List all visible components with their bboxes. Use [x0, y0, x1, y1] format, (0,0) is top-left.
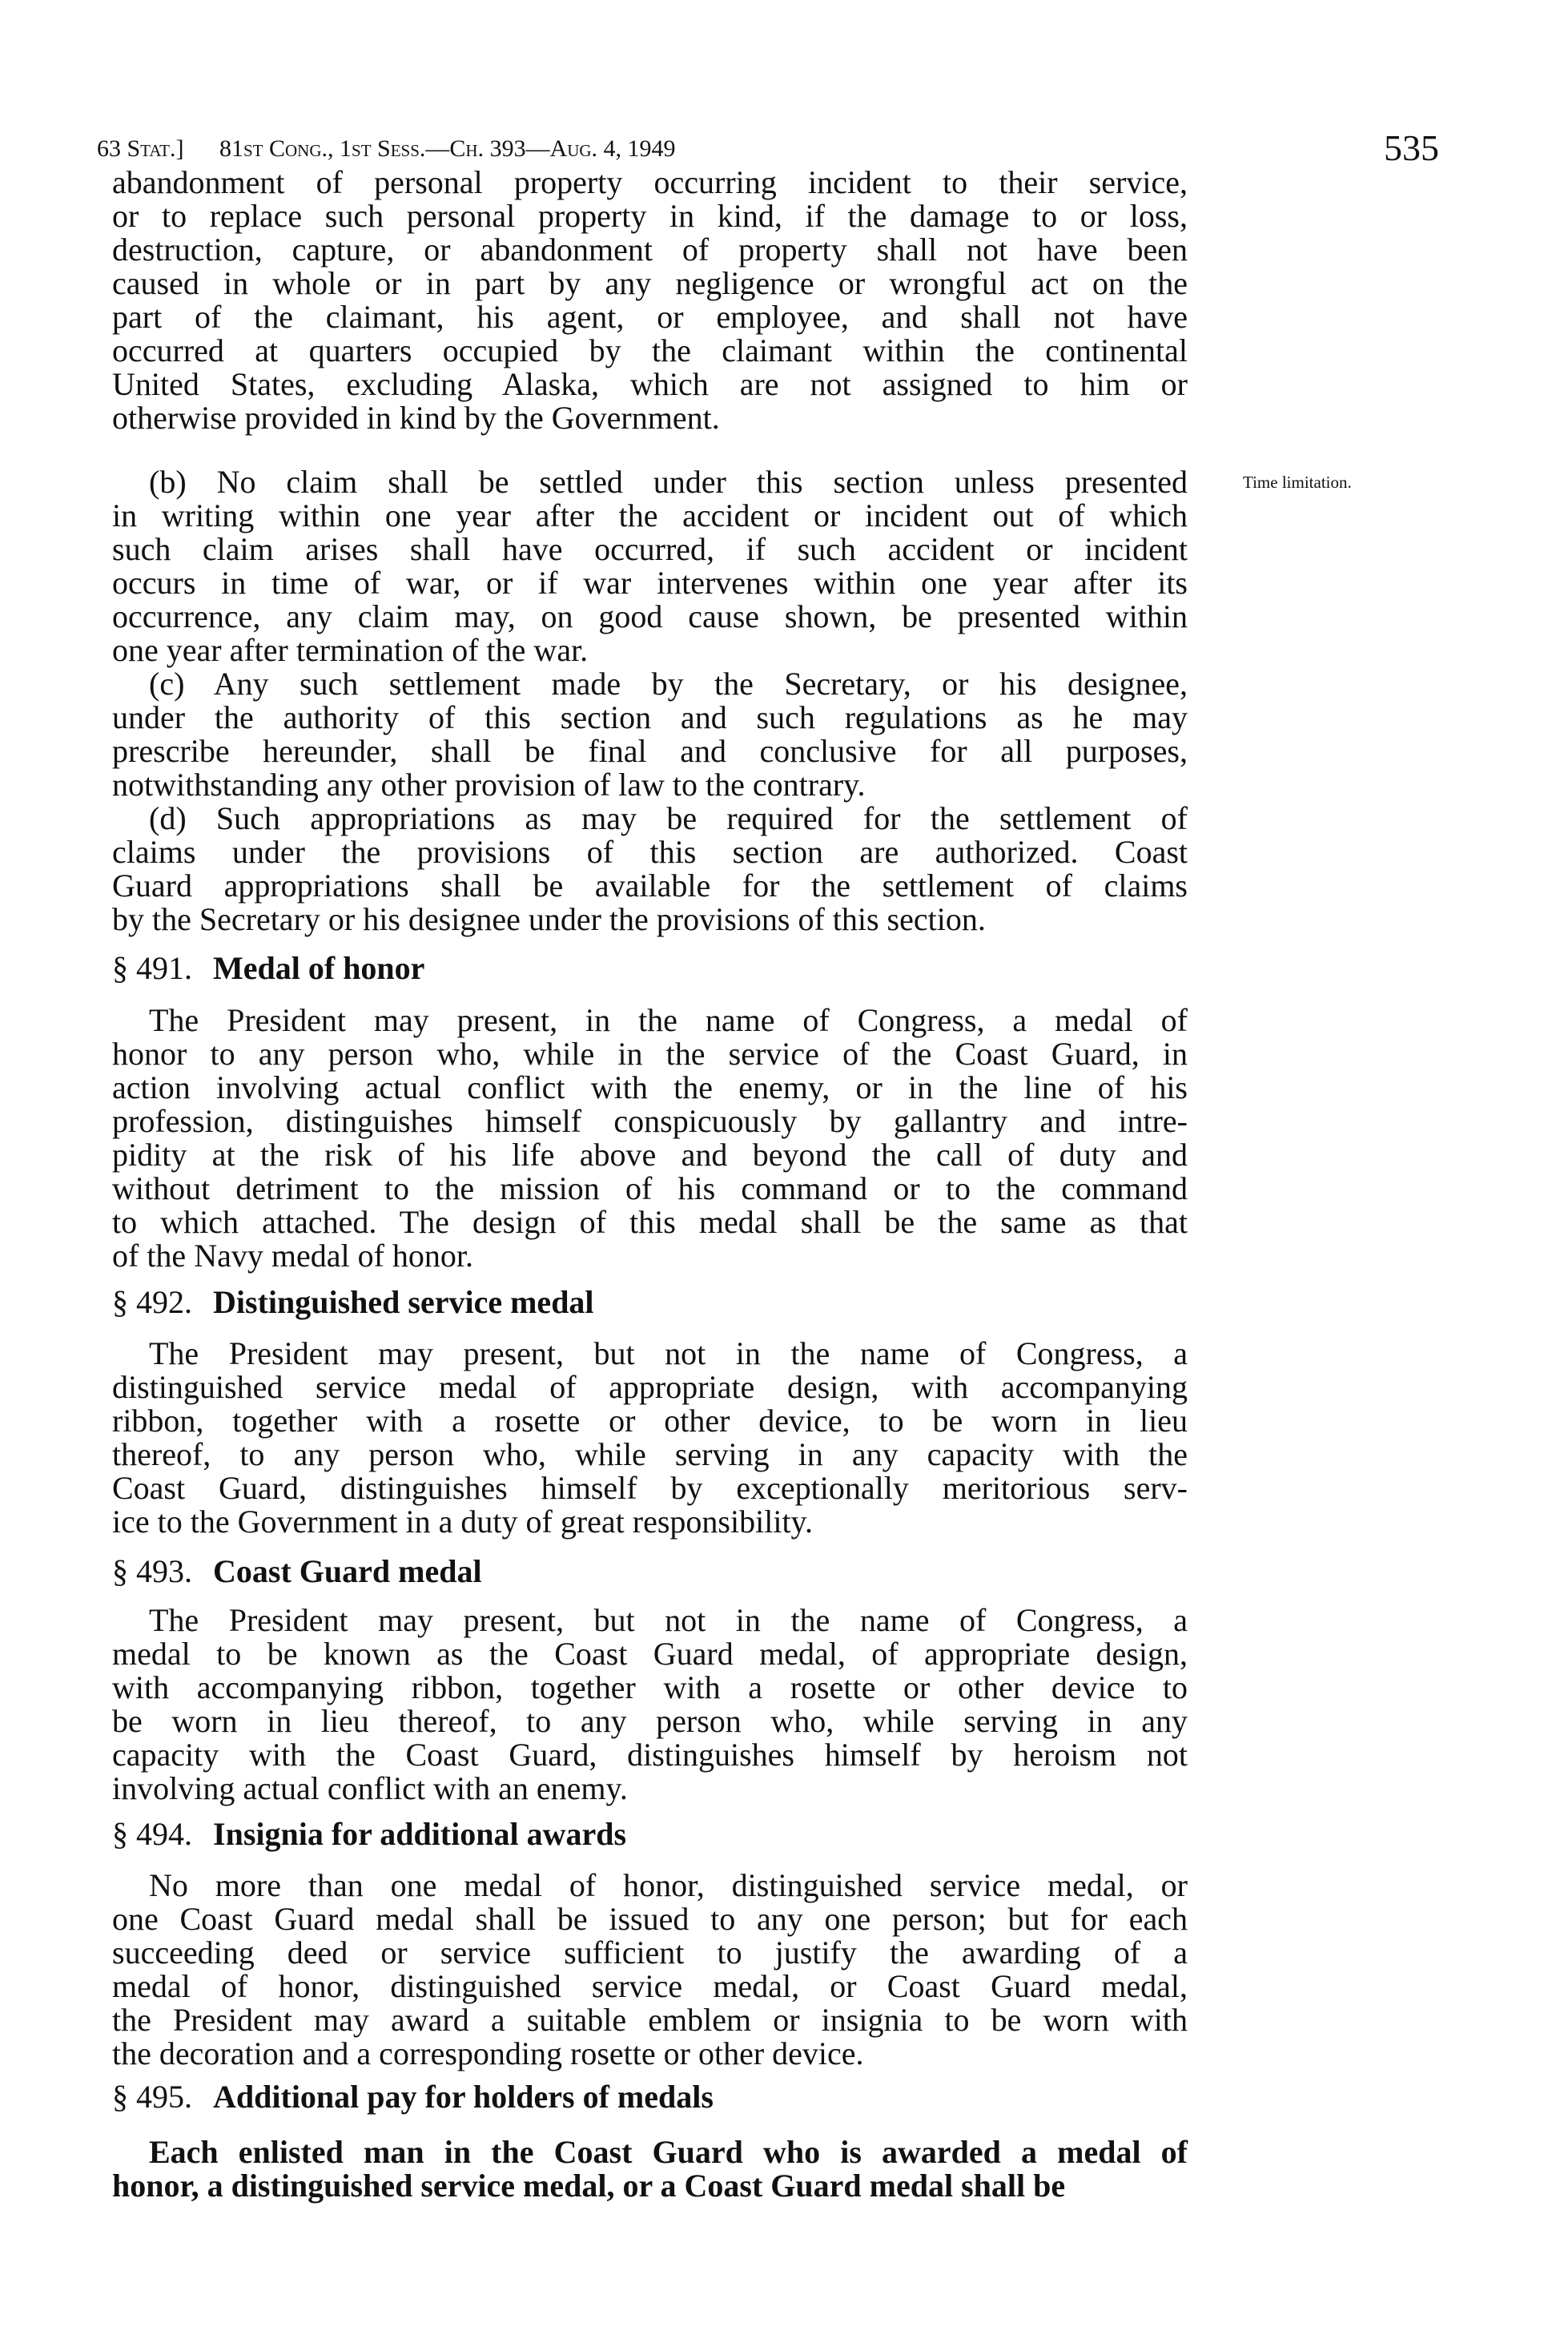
- text-line: succeeding deed or service sufficient to justify the awarding of a: [112, 1934, 1188, 1971]
- paragraph-c: [112, 667, 1188, 802]
- text-line: Each enlisted man in the Coast Guard who is awarded a medal of: [149, 2134, 1188, 2170]
- text-line: with accompanying ribbon, together with a rosette or other device to: [112, 1669, 1188, 1705]
- text-line: ribbon, together with a rosette or other device, to be worn in lieu: [112, 1403, 1188, 1439]
- text-line: by the Secretary or his designee under the provisions of this section.: [112, 901, 986, 937]
- text-line: The President may present, but not in the name of Congress, a: [149, 1335, 1188, 1371]
- text-line: (c) Any such settlement made by the Secretary, or his designee,: [149, 666, 1188, 702]
- text-line: otherwise provided in kind by the Government.: [112, 400, 720, 436]
- text-line: ice to the Government in a duty of great responsibility.: [112, 1504, 813, 1540]
- section-paragraph: [112, 1869, 1188, 2071]
- section-title: Additional pay for holders of medals: [213, 2079, 714, 2115]
- paragraph-b: [112, 465, 1188, 667]
- paragraph-d: [112, 802, 1188, 936]
- section-number: § 491.: [112, 950, 192, 986]
- text-line: (d) Such appropriations as may be required for the settlement of: [149, 800, 1188, 836]
- section-paragraph: [112, 1337, 1188, 1539]
- section-title: Medal of honor: [213, 950, 425, 986]
- margin-note: Time limitation.: [1243, 473, 1352, 492]
- text-line: to which attached. The design of this medal shall be the same as that: [112, 1204, 1188, 1240]
- text-line: the President may award a suitable emblem or insignia to be worn with: [112, 2002, 1188, 2038]
- section-heading: [112, 1818, 626, 1851]
- section-paragraph: [112, 2136, 1188, 2203]
- text-line: destruction, capture, or abandonment of property shall not have been: [112, 231, 1188, 268]
- text-line: of the Navy medal of honor.: [112, 1238, 473, 1274]
- section-title: Coast Guard medal: [213, 1553, 482, 1589]
- text-line: Coast Guard, distinguishes himself by exceptionally meritorious serv-: [112, 1470, 1188, 1506]
- text-line: occurrence, any claim may, on good cause shown, be presented within: [112, 598, 1188, 634]
- text-line: without detriment to the mission of his command or to the command: [112, 1170, 1188, 1206]
- section-number: § 492.: [112, 1284, 192, 1320]
- text-line: distinguished service medal of appropriate design, with accompanying: [112, 1369, 1188, 1405]
- page-number: 535: [1384, 127, 1439, 168]
- text-line: United States, excluding Alaska, which are not assigned to him or: [112, 366, 1188, 402]
- text-line: capacity with the Coast Guard, distinguishes himself by heroism not: [112, 1737, 1188, 1773]
- section-number: § 494.: [112, 1816, 192, 1852]
- text-line: such claim arises shall have occurred, if such accident or incident: [112, 531, 1188, 567]
- text-line: the decoration and a corresponding rosette or other device.: [112, 2035, 864, 2071]
- session-text: 81st Cong., 1st Sess.—Ch. 393—Aug. 4, 1949: [219, 135, 676, 162]
- text-line: one Coast Guard medal shall be issued to any one person; but for each: [112, 1901, 1188, 1937]
- section-heading: [112, 1555, 482, 1588]
- section-heading: [112, 1286, 594, 1319]
- text-line: caused in whole or in part by any negligence or wrongful act on the: [112, 265, 1188, 301]
- volume-text: 63 Stat.]: [97, 135, 184, 162]
- section-paragraph: [112, 1604, 1188, 1806]
- text-line: notwithstanding any other provision of law to the contrary.: [112, 767, 866, 803]
- session-reference: [219, 133, 676, 165]
- text-line: honor to any person who, while in the service of the Coast Guard, in: [112, 1036, 1188, 1072]
- text-line: claims under the provisions of this section are authorized. Coast: [112, 834, 1188, 870]
- text-line: The President may present, in the name of Congress, a medal of: [149, 1002, 1188, 1038]
- text-line: honor, a distinguished service medal, or a Coast Guard medal shall be: [112, 2168, 1066, 2204]
- text-line: thereof, to any person who, while serving in any capacity with the: [112, 1436, 1188, 1472]
- section-heading: [112, 952, 424, 985]
- section-number: § 493.: [112, 1553, 192, 1589]
- text-line: part of the claimant, his agent, or employee, and shall not have: [112, 299, 1188, 335]
- text-line: medal to be known as the Coast Guard medal, of appropriate design,: [112, 1636, 1188, 1672]
- text-line: prescribe hereunder, shall be final and conclusive for all purposes,: [112, 733, 1188, 769]
- section-paragraph: [112, 1004, 1188, 1273]
- text-line: action involving actual conflict with the enemy, or in the line of his: [112, 1069, 1188, 1105]
- text-line: abandonment of personal property occurring incident to their service,: [112, 164, 1188, 200]
- text-line: occurs in time of war, or if war intervenes within one year after its: [112, 565, 1188, 601]
- text-line: one year after termination of the war.: [112, 632, 589, 668]
- text-line: medal of honor, distinguished service medal, or Coast Guard medal,: [112, 1968, 1188, 2004]
- section-title: Insignia for additional awards: [213, 1816, 627, 1852]
- section-heading: [112, 2080, 714, 2114]
- volume-reference: [97, 133, 184, 165]
- text-line: profession, distinguishes himself conspicuously by gallantry and intre-: [112, 1103, 1188, 1139]
- text-line: under the authority of this section and such regulations as he may: [112, 699, 1188, 735]
- text-line: No more than one medal of honor, distinguished service medal, or: [149, 1867, 1188, 1903]
- text-line: in writing within one year after the accident or incident out of which: [112, 497, 1188, 533]
- paragraph-continued: [112, 166, 1188, 435]
- section-number: § 495.: [112, 2079, 192, 2115]
- text-line: involving actual conflict with an enemy.: [112, 1770, 628, 1806]
- section-title: Distinguished service medal: [213, 1284, 594, 1320]
- text-line: The President may present, but not in the name of Congress, a: [149, 1602, 1188, 1638]
- text-line: be worn in lieu thereof, to any person who, while serving in any: [112, 1703, 1188, 1739]
- text-line: or to replace such personal property in kind, if the damage to or loss,: [112, 198, 1188, 234]
- text-line: (b) No claim shall be settled under this section unless presented: [149, 464, 1188, 500]
- text-line: Guard appropriations shall be available for the settlement of claims: [112, 868, 1188, 904]
- text-line: pidity at the risk of his life above and beyond the call of duty and: [112, 1137, 1188, 1173]
- text-line: occurred at quarters occupied by the claimant within the continental: [112, 332, 1188, 368]
